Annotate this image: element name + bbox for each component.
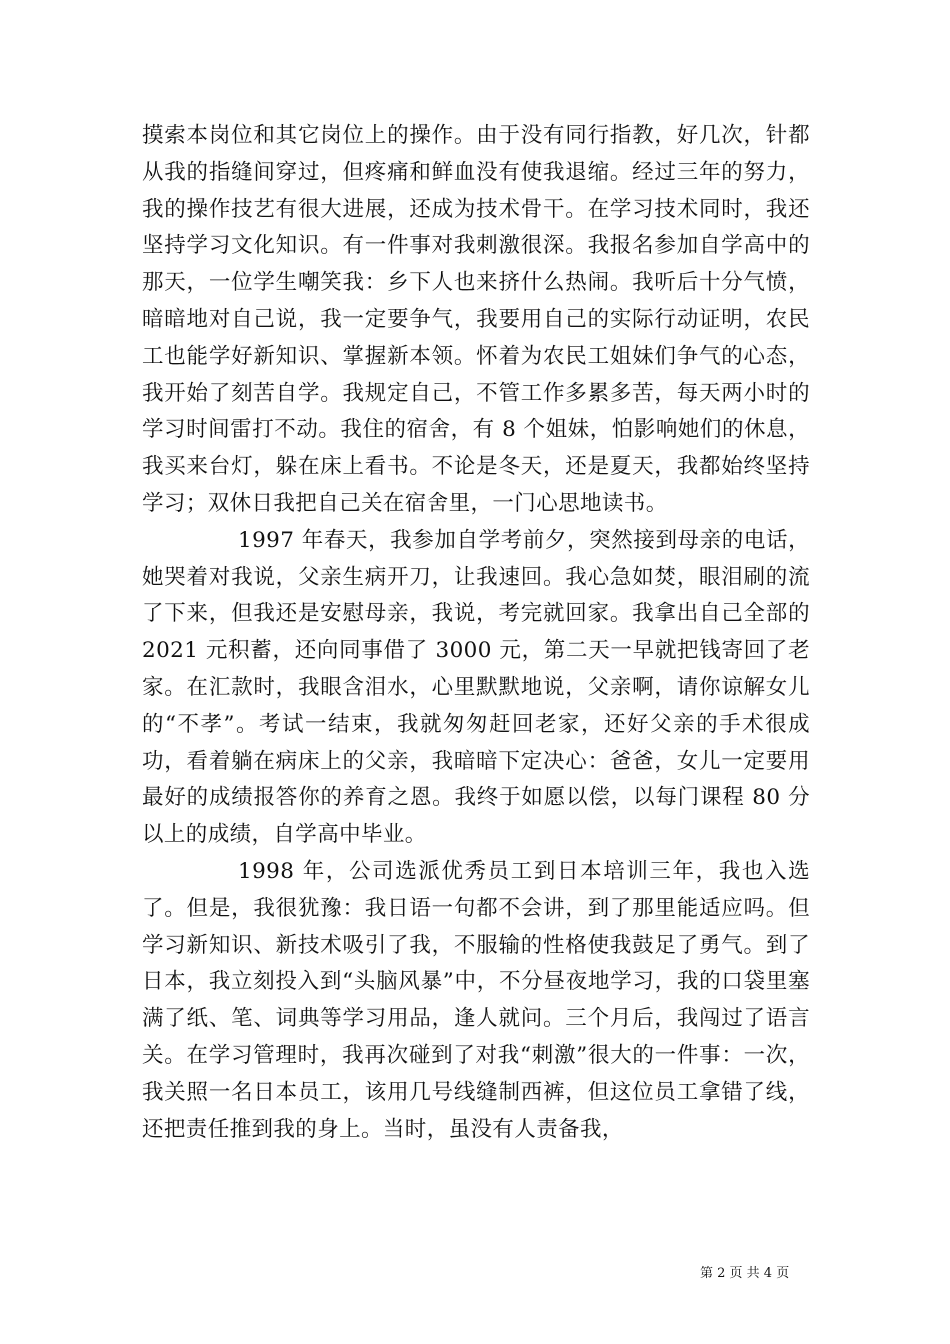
- paragraph-2: 1997 年春天，我参加自学考前夕，突然接到母亲的电话，她哭着对我说，父亲生病开刀，让我速回。我心急如焚，眼泪刷的流了下来，但我还是安慰母亲，我说，考完就回家。我拿出自己全部的 2021 元积蓄，还向同事借了 3000 元，第二天一早就把钱寄回了老家。在汇款时，我眼含泪水，心里默默地说，父亲啊，请你谅解女儿的“不孝”。考试一结束，我就匆匆赶回老家，还好父亲的手术很成功，看着躺在病床上的父亲，我暗暗下定决心：爸爸，女儿一定要用最好的成绩报答你的养育之恩。我终于如愿以偿，以每门课程 80 分以上的成绩，自学高中毕业。: [142, 527, 810, 848]
- paragraph-3: 1998 年，公司选派优秀员工到日本培训三年，我也入选了。但是，我很犹豫：我日语一句都不会讲，到了那里能适应吗。但学习新知识、新技术吸引了我，不服输的性格使我鼓足了勇气。到了日本，我立刻投入到“头脑风暴”中，不分昼夜地学习，我的口袋里塞满了纸、笔、词典等学习用品，逢人就问。三个月后，我闯过了语言关。在学习管理时，我再次碰到了对我“刺激”很大的一件事：一次，我关照一名日本员工，该用几号线缝制西裤，但这位员工拿错了线，还把责任推到我的身上。当时，虽没有人责备我，: [142, 858, 810, 1142]
- body-text: [142, 118, 810, 1148]
- page-footer: 第 2 页 共 4 页: [700, 1266, 790, 1281]
- paragraph-1: 摸索本岗位和其它岗位上的操作。由于没有同行指教，好几次，针都从我的指缝间穿过，但疼痛和鲜血没有使我退缩。经过三年的努力，我的操作技艺有很大进展，还成为技术骨干。在学习技术同时，我还坚持学习文化知识。有一件事对我刺激很深。我报名参加自学高中的那天，一位学生嘲笑我：乡下人也来挤什么热闹。我听后十分气愤，暗暗地对自己说，我一定要争气，我要用自己的实际行动证明，农民工也能学好新知识、掌握新本领。怀着为农民工姐妹们争气的心态，我开始了刻苦自学。我规定自己，不管工作多累多苦，每天两小时的学习时间雷打不动。我住的宿舍，有 8 个姐妹，怕影响她们的休息，我买来台灯，躲在床上看书。不论是冬天，还是夏天，我都始终坚持学习；双休日我把自己关在宿舍里，一门心思地读书。: [142, 123, 810, 516]
